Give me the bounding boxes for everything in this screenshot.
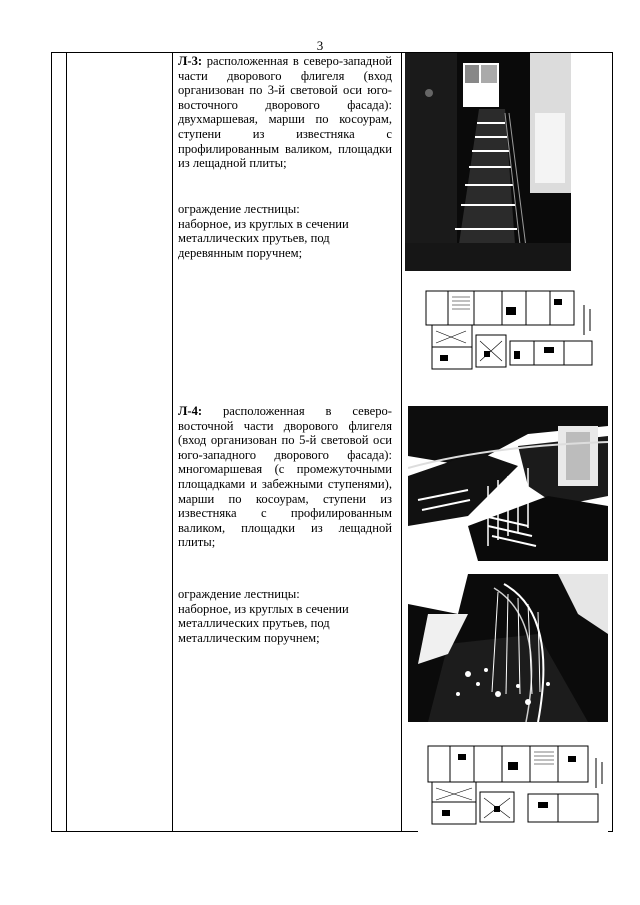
l4-staircase-photo-1 <box>408 406 608 561</box>
l4-staircase-photo-2 <box>408 574 608 722</box>
l4-floor-plan <box>418 740 608 835</box>
l4-fence <box>178 587 392 645</box>
page-number: 3 <box>316 38 324 53</box>
l3-fence <box>178 202 392 260</box>
column-divider <box>172 53 173 831</box>
column-divider <box>401 53 402 831</box>
l3-description <box>178 54 392 171</box>
l3-label: Л-3: <box>178 54 203 68</box>
column-divider <box>66 53 67 831</box>
l3-fence-text: наборное, из круглых в сечении металлических прутьев, под деревянным поручнем; <box>178 216 349 260</box>
l3-text: расположенная в северо-западной части дворового флигеля (вход организован по 3-й световой оси юго-восточного дворового фасада): двухмаршевая, марши по косоурам, ступени из известняка с профилированным валиком, площадки из лещадной плиты; <box>178 54 392 171</box>
l4-text: расположенная в северо-восточной части дворового флигеля (вход организован по 5-й световой оси юго-западного дворового фасада): многомаршевая (с промежуточными площадками и забежными ступенями), марши по косоурам, ступени из известняка с профилированным валиком, площадки из лещадной плиты; <box>178 404 392 550</box>
l3-floor-plan <box>414 285 604 380</box>
l4-fence-title: ограждение лестницы: <box>178 587 300 601</box>
l4-fence-text: наборное, из круглых в сечении металлических прутьев, под металлическим поручнем; <box>178 601 349 645</box>
l3-fence-title: ограждение лестницы: <box>178 202 300 216</box>
l4-description <box>178 404 392 550</box>
l3-staircase-photo <box>405 53 571 271</box>
l4-label: Л-4: <box>178 404 203 418</box>
